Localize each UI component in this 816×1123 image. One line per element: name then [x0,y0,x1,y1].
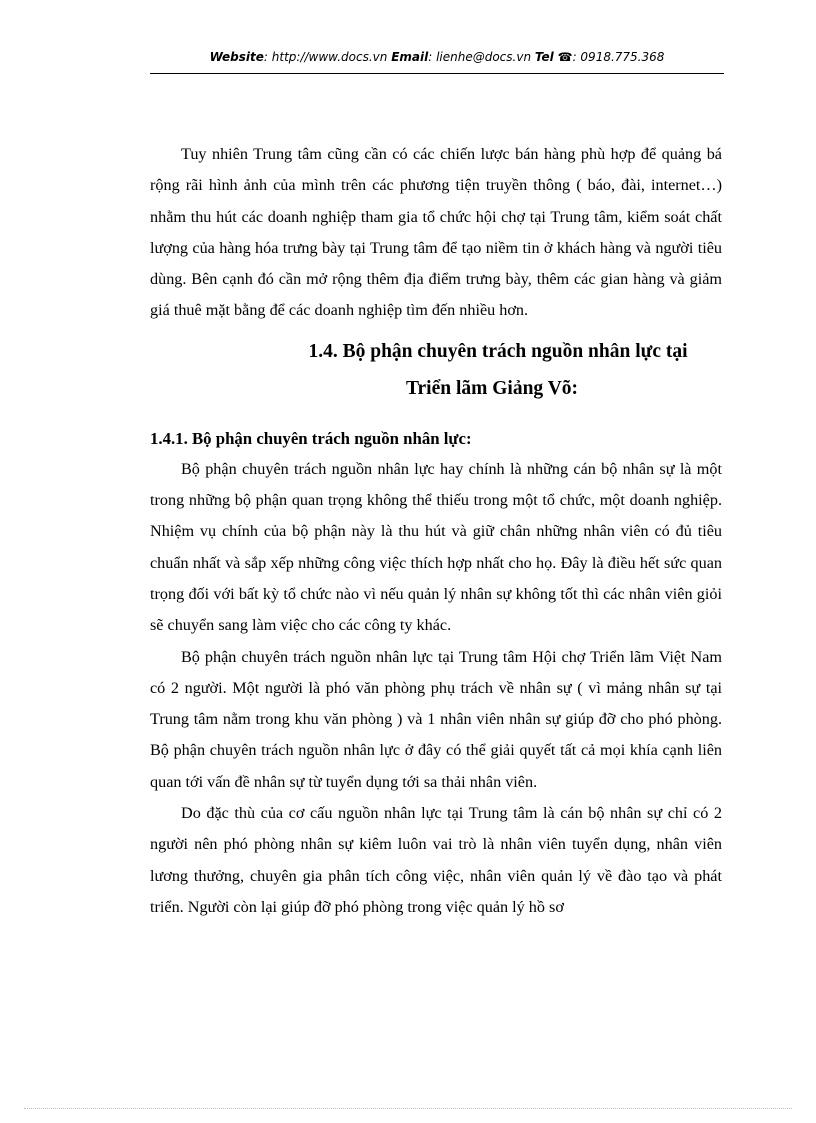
phone-icon: ☎ [557,50,573,64]
document-body [150,139,722,923]
website-value: : http://www.docs.vn [263,50,388,64]
paragraph-1: Tuy nhiên Trung tâm cũng cần có các chiến lược bán hàng phù hợp để quảng bá rộng rãi hình ảnh của mình trên các phương tiện truyền thông ( báo, đài, internet…) nhằm thu hút các doanh nghiệp tham gia tổ chức hội chợ tại Trung tâm, kiểm soát chất lượng của hàng hóa trưng bày tại Trung tâm để tạo niềm tin ở khách hàng và người tiêu dùng. Bên cạnh đó cần mở rộng thêm địa điểm trưng bày, thêm các gian hàng và giảm giá thuê mặt bằng để các doanh nghiệp tìm đến nhiều hơn. [150,145,722,320]
paragraph-3: Bộ phận chuyên trách nguồn nhân lực tại Trung tâm Hội chợ Triển lãm Việt Nam có 2 người. Một người là phó văn phòng phụ trách về nhân sự ( vì mảng nhân sự tại Trung tâm nằm trong khu văn phòng ) và 1 nhân viên nhân sự giúp đỡ cho phó phòng. Bộ phận chuyên trách nguồn nhân lực ở đây có thể giải quyết tất cả mọi khía cạnh liên quan tới vấn đề nhân sự từ tuyển dụng tới sa thải nhân viên. [150,647,722,791]
tel-label: Tel [534,50,554,64]
email-label: Email [391,50,429,64]
paragraph-4: Do đặc thù của cơ cấu nguồn nhân lực tại Trung tâm là cán bộ nhân sự chỉ có 2 người nên phó phòng nhân sự kiêm luôn vai trò là nhân viên tuyển dụng, nhân viên lương thưởng, chuyên gia phân tích công việc, nhân viên quản lý về đào tạo và phát triển. Người còn lại giúp đỡ phó phòng trong việc quản lý hồ sơ [150,804,722,916]
page-header [150,50,724,64]
subsection-title: 1.4.1. Bộ phận chuyên trách nguồn nhân lực: [150,428,472,448]
email-value: : lienhe@docs.vn [428,50,532,64]
section-title-line-1: 1.4. Bộ phận chuyên trách nguồn nhân lực tại [308,340,688,362]
website-label: Website [209,50,264,64]
tel-value: : 0918.775.368 [572,50,665,64]
section-title [150,333,722,407]
section-title-line-2: Triển lãm Giảng Võ: [405,377,579,399]
bottom-divider [24,1108,792,1109]
header-divider [150,73,724,74]
paragraph-2: Bộ phận chuyên trách nguồn nhân lực hay chính là những cán bộ nhân sự là một trong những bộ phận quan trọng không thể thiếu trong một tổ chức, một doanh nghiệp. Nhiệm vụ chính của bộ phận này là thu hút và giữ chân những nhân viên có đủ tiêu chuẩn nhất và sắp xếp những công việc thích hợp nhất cho họ. Đây là điều hết sức quan trọng đối với bất kỳ tổ chức nào vì nếu quản lý nhân sự không tốt thì các nhân viên giỏi sẽ chuyển sang làm việc cho các công ty khác. [150,459,722,635]
